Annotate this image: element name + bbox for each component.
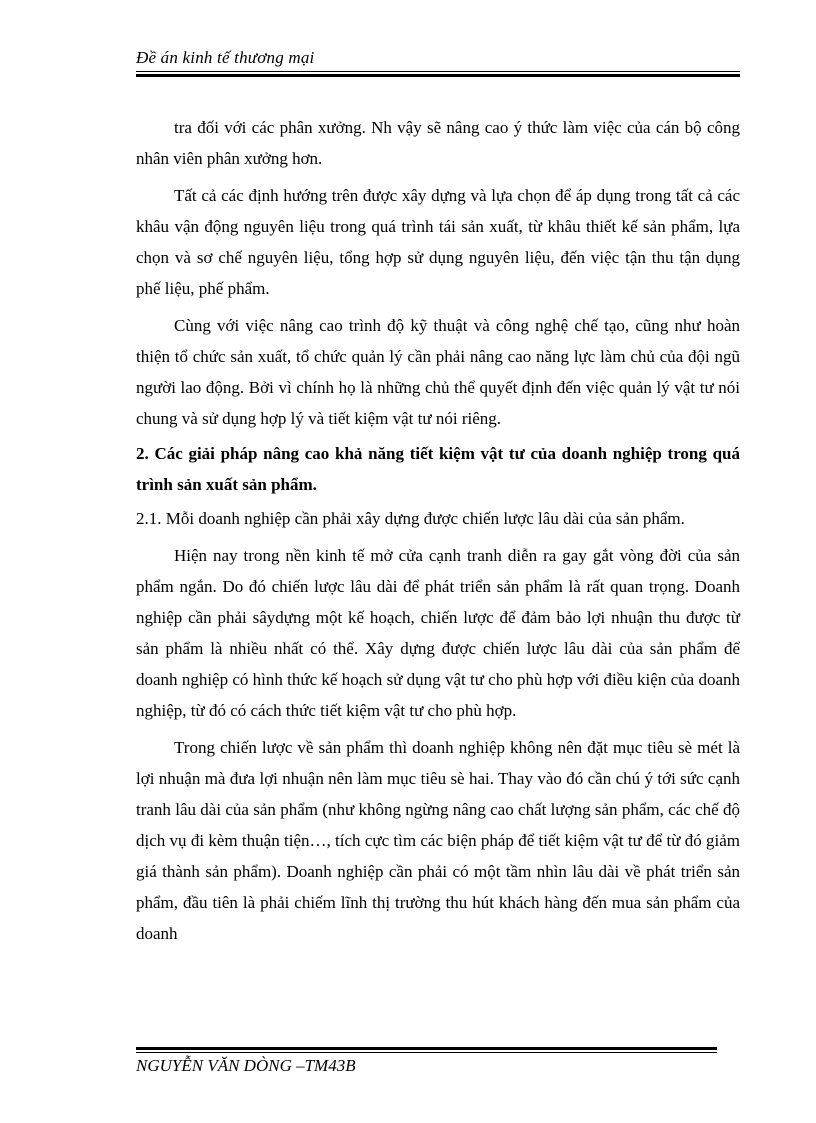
subsection-heading-2-1: 2.1. Mỗi doanh nghiệp cần phải xây dựng được chiến lược lâu dài của sản phẩm. [136,509,685,528]
document-body [136,112,740,949]
header-rule-thin [136,71,740,72]
paragraph-3: Cùng với việc nâng cao trình độ kỹ thuật và công nghệ chế tạo, cũng như hoàn thiện tổ chức sản xuất, tổ chức quản lý cần phải nâng cao năng lực làm chủ của đội ngũ người lao động. Bởi vì chính họ là những chủ thể quyết định đến việc quản lý vật tư nói chung và sử dụng hợp lý và tiết kiệm vật tư nói riêng. [136,316,740,428]
header-title: Đề án kinh tế thương mại [136,48,315,67]
header-rule-thick [136,74,740,77]
paragraph-1: tra đối với các phân xưởng. Nh vậy sẽ nâng cao ý thức làm việc của cán bộ công nhân viên phân xưởng hơn. [136,118,740,168]
footer-rule-thick [136,1047,717,1050]
footer-author: NGUYỄN VĂN DÒNG –TM43B [136,1056,356,1075]
paragraph-4: Hiện nay trong nền kinh tế mở cửa cạnh tranh diễn ra gay gắt vòng đời của sản phẩm ngắn. Do đó chiến lược lâu dài để phát triển sản phẩm là rất quan trọng. Doanh nghiệp cần phải sâydựng một kế hoạch, chiến lược để đảm bảo lợi nhuận thu được từ sản phẩm là nhiều nhất có thể. Xây dựng được chiến lược lâu dài của sản phẩm để doanh nghiệp có hình thức kế hoạch sử dụng vật tư cho phù hợp với điều kiện của doanh nghiệp, từ đó có cách thức tiết kiệm vật tư cho phù hợp. [136,546,740,720]
footer-rule-thin [136,1052,717,1053]
paragraph-5: Trong chiến lược về sản phẩm thì doanh nghiệp không nên đặt mục tiêu sè mét là lợi nhuận mà đưa lợi nhuận nên làm mục tiêu sè hai. Thay vào đó cần chú ý tới sức cạnh tranh lâu dài của sản phẩm (như không ngừng nâng cao chất lượng sản phẩm, các chế độ dịch vụ đi kèm thuận tiện…, tích cực tìm các biện pháp để tiết kiệm vật tư để từ đó giảm giá thành sản phẩm). Doanh nghiệp cần phải có một tầm nhìn lâu dài về phát triển sản phẩm, đầu tiên là phải chiếm lĩnh thị trường thu hút khách hàng đến mua sản phẩm của doanh [136,738,740,943]
section-heading-2: 2. Các giải pháp nâng cao khả năng tiết kiệm vật tư của doanh nghiệp trong quá trình sản xuất sản phẩm. [136,444,740,494]
paragraph-2: Tất cả các định hướng trên được xây dựng và lựa chọn để áp dụng trong tất cả các khâu vận động nguyên liệu trong quá trình tái sản xuất, từ khâu thiết kế sản phẩm, lựa chọn và sơ chế nguyên liệu, tổng hợp sử dụng nguyên liệu, đến việc tận thu tận dụng phế liệu, phế phẩm. [136,186,740,298]
